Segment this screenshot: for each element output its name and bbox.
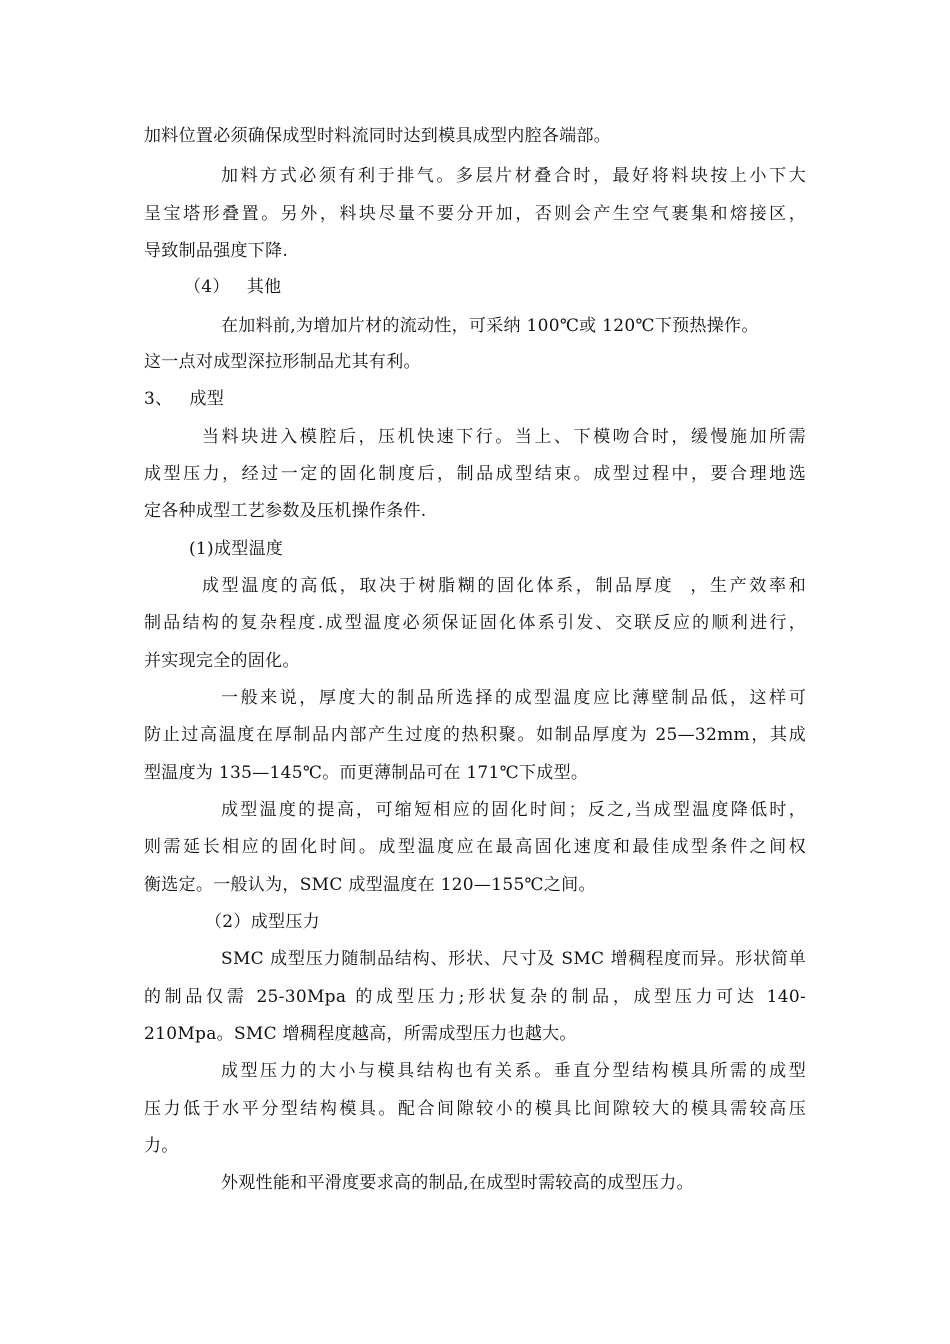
text-line: 加料位置必须确保成型时料流同时达到模具成型内腔各端部。 [144, 126, 612, 146]
text-line: 则需延长相应的固化时间。成型温度应在最高固化速度和最佳成型条件之间权 [144, 837, 806, 857]
text-line: 定各种成型工艺参数及压机操作条件. [144, 501, 427, 521]
text-line: 成型温度的高低，取决于树脂糊的固化体系，制品厚度 ，生产效率和 [202, 576, 806, 596]
text-line: 防止过高温度在厚制品内部产生过度的热积聚。如制品厚度为 25—32mm，其成 [144, 725, 806, 745]
text-line: 衡选定。一般认为，SMC 成型温度在 120—155℃之间。 [144, 875, 596, 895]
text-line: 外观性能和平滑度要求高的制品,在成型时需较高的成型压力。 [221, 1173, 694, 1193]
subsection-heading: (1)成型温度 [189, 539, 284, 559]
text-line: 的制品仅需 25-30Mpa 的成型压力;形状复杂的制品，成型压力可达 140- [144, 987, 806, 1007]
text-line: 压力低于水平分型结构模具。配合间隙较小的模具比间隙较大的模具需较高压 [144, 1099, 806, 1119]
text-line: 一般来说，厚度大的制品所选择的成型温度应比薄壁制品低，这样可 [221, 688, 806, 708]
text-line: 当料块进入模腔后，压机快速下行。当上、下模吻合时，缓慢施加所需 [202, 427, 806, 447]
text-line: 210Mpa。SMC 增稠程度越高，所需成型压力也越大。 [144, 1024, 577, 1044]
text-line: 在加料前,为增加片材的流动性，可采纳 100℃或 120℃下预热操作。 [221, 316, 759, 336]
text-line: 并实现完全的固化。 [144, 651, 300, 671]
text-line: 加料方式必须有利于排气。多层片材叠合时，最好将料块按上小下大 [221, 166, 806, 186]
text-line: 力。 [144, 1136, 179, 1156]
text-line: 成型温度的提高，可缩短相应的固化时间；反之,当成型温度降低时， [221, 800, 806, 820]
text-line: 型温度为 135—145℃。而更薄制品可在 171℃下成型。 [144, 763, 589, 783]
text-line: 导致制品强度下降. [144, 241, 289, 261]
text-line: 制品结构的复杂程度.成型温度必须保证固化体系引发、交联反应的顺利进行， [144, 613, 806, 633]
section-heading: （4） 其他 [184, 277, 282, 297]
section-heading: 3、 成型 [144, 389, 225, 409]
text-line: 这一点对成型深拉形制品尤其有利。 [144, 352, 421, 372]
text-line: 成型压力的大小与模具结构也有关系。垂直分型结构模具所需的成型 [221, 1061, 806, 1081]
text-line: SMC 成型压力随制品结构、形状、尺寸及 SMC 增稠程度而异。形状简单 [221, 949, 806, 969]
subsection-heading: （2）成型压力 [205, 912, 320, 932]
text-line: 成型压力，经过一定的固化制度后，制品成型结束。成型过程中，要合理地选 [144, 464, 806, 484]
text-line: 呈宝塔形叠置。另外，料块尽量不要分开加，否则会产生空气裹集和熔接区， [144, 204, 806, 224]
